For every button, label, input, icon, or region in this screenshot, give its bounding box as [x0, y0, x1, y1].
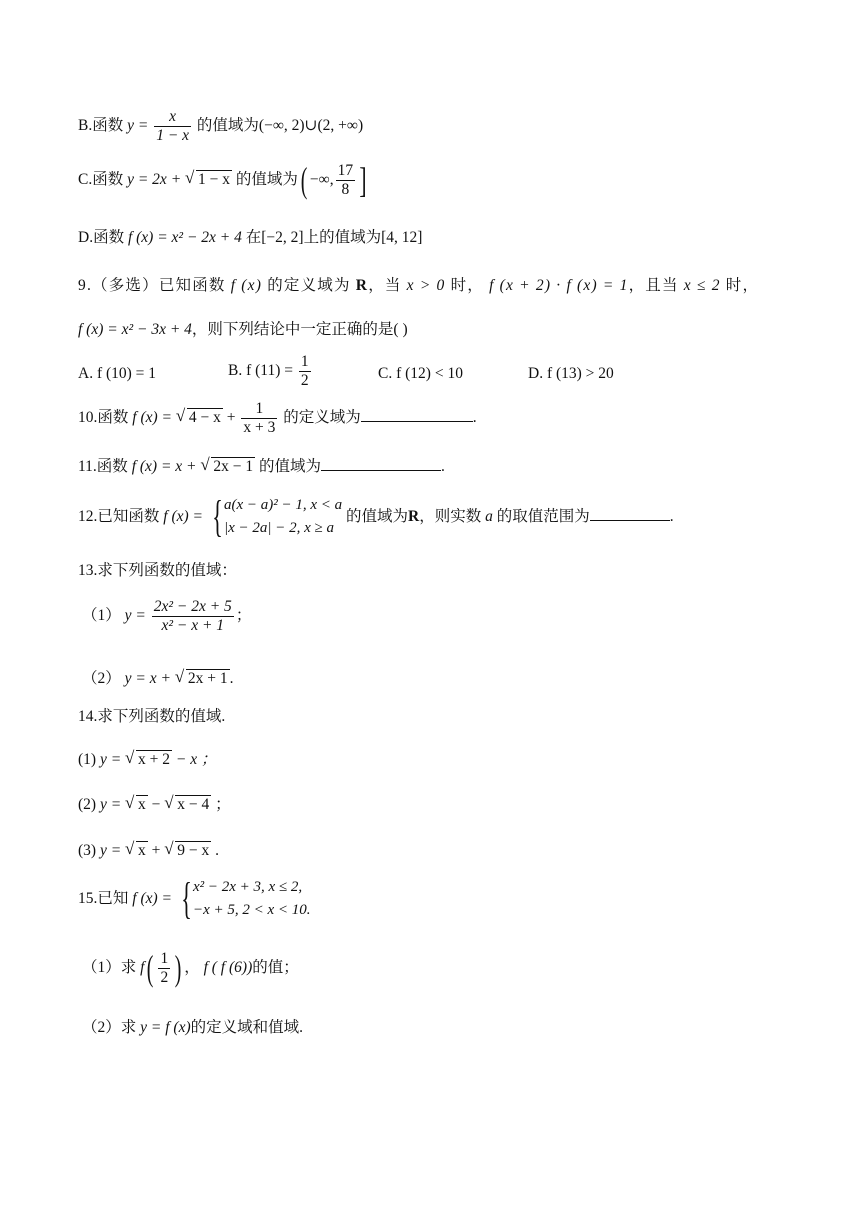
question-14-title [78, 708, 225, 727]
radicand: x [138, 796, 146, 813]
denominator: 2 [300, 371, 309, 389]
piecewise-cases [193, 876, 311, 923]
text: 的定义域为 [267, 277, 351, 294]
answer-blank [590, 506, 670, 521]
sqrt [126, 841, 148, 861]
equation: f (x + 2) · f (x) = 1 [489, 277, 629, 294]
sqrt [201, 457, 255, 477]
case-1: a(x − a)² − 1, x < a [223, 497, 343, 513]
q9-option-d [528, 365, 614, 383]
q9-option-b [228, 353, 313, 390]
sqrt [165, 795, 211, 815]
text: 时， [450, 277, 484, 294]
part-label: （2） [82, 670, 121, 687]
radicand: x [138, 842, 146, 859]
period: . [441, 458, 445, 475]
denominator: 2 [160, 968, 169, 986]
question-13-title [78, 562, 237, 581]
option-text: B. f (11) = [228, 361, 293, 379]
question-10 [78, 400, 477, 437]
text: ，则实数 [419, 507, 482, 525]
operator: + [226, 408, 236, 426]
text: 的值； [252, 958, 299, 976]
function-expr: f (x) = x² − 3x + 4 [78, 321, 192, 338]
function-expr: f (x) = x + [131, 458, 197, 475]
question-9-line-1 [78, 277, 759, 296]
function-expr: f (x) = [132, 889, 172, 907]
text: 的取值范围为 [496, 507, 590, 525]
text: 的值域为 [235, 170, 298, 188]
sqrt [176, 669, 230, 689]
question-9-line-2 [78, 321, 408, 340]
question-title: 13.求下列函数的值域： [78, 562, 237, 579]
denominator: 8 [341, 180, 350, 198]
case-1: x² − 2x + 3, x ≤ 2, [192, 879, 303, 895]
question-11 [78, 456, 445, 477]
sqrt [126, 795, 148, 815]
function-expr: f (x) = [163, 507, 203, 525]
punctuation: . [215, 842, 220, 859]
function-expr: y = f (x) [140, 1019, 191, 1036]
text: 的定义域和值域. [190, 1019, 304, 1036]
operator: − [151, 796, 161, 813]
case-2: −x + 5, 2 < x < 10. [192, 902, 311, 919]
function-expr: y = [99, 842, 122, 859]
punctuation: ； [215, 796, 231, 813]
text: 上的值域为 [303, 229, 382, 246]
fraction [241, 400, 277, 437]
sqrt [177, 408, 223, 428]
denominator: 1 − x [156, 126, 190, 144]
numerator: 1 [300, 353, 309, 370]
function-expr: y = [124, 606, 146, 624]
radicand: x + 2 [138, 751, 171, 768]
real-set: R [408, 507, 420, 525]
radicand: 4 − x [188, 408, 221, 426]
period: . [669, 507, 674, 525]
radicand: 2x − 1 [213, 458, 254, 475]
function-name: f [140, 958, 145, 976]
text: 在 [245, 229, 262, 246]
option-label: B.函数 [78, 116, 124, 134]
question-12: 12.已知函数 f (x) = { a(x − a)² − 1, x < a |x − 2a| − 2, x ≥ a 的值域为R，则实数 a 的取值范围为 . [78, 492, 674, 542]
fraction [299, 353, 311, 390]
fraction [154, 108, 191, 145]
range: (−∞, 2)∪(2, +∞) [258, 116, 364, 134]
option-text: D. f (13) > 20 [528, 365, 614, 382]
text: 的值域为 [196, 116, 259, 134]
function-expr: f (x) = [132, 408, 172, 426]
condition: x ≤ 2 [683, 277, 721, 294]
option-text: A. f (10) = 1 [78, 365, 157, 382]
text: 的定义域为 [283, 408, 361, 426]
fraction [158, 950, 170, 987]
fraction [336, 162, 356, 199]
question-14-part-1 [78, 750, 217, 770]
period: . [472, 408, 477, 426]
question-title: 14.求下列函数的值域. [78, 708, 226, 725]
option-label: C.函数 [78, 170, 124, 188]
function-expr: y = [99, 751, 122, 768]
punctuation: ； [235, 606, 252, 624]
question-number: 10.函数 [78, 408, 129, 426]
function-expr: f ( f (6)) [203, 958, 253, 976]
question-14-part-2 [78, 795, 231, 815]
option-b [78, 108, 363, 145]
text: 的值域为 [259, 458, 322, 475]
question-15-part-2 [82, 1019, 303, 1038]
interval: [−2, 2] [261, 229, 304, 246]
numerator: 1 [160, 950, 169, 967]
function-expr: f (x) [230, 277, 263, 294]
real-set: R [355, 277, 369, 294]
option-d [78, 229, 422, 248]
radicand: 9 − x [177, 842, 210, 859]
range: [4, 12] [381, 229, 423, 246]
function-expr: y = [127, 116, 149, 134]
function-expr: f (x) = x² − 2x + 4 [127, 229, 242, 246]
text: ，当 [368, 277, 402, 294]
question-13-part-2 [82, 669, 233, 689]
expr-tail: − x ； [175, 751, 217, 768]
function-expr: y = x + [124, 670, 171, 687]
question-number: 11.函数 [78, 458, 128, 475]
question-13-part-1 [82, 598, 251, 635]
punctuation: . [229, 670, 234, 687]
question-15-part-1: （1）求 f( $\frac{1}{2}$ ) ， f ( f (6))的值； [82, 948, 299, 989]
condition: x > 0 [406, 277, 446, 294]
q9-option-a [78, 365, 156, 383]
answer-blank [321, 456, 441, 471]
sqrt [165, 841, 211, 861]
question-number: 15.已知 [78, 889, 129, 907]
question-number: 9.（多选）已知函数 [78, 277, 226, 294]
punctuation: ， [184, 958, 200, 976]
text: ，则下列结论中一定正确的是( ) [191, 321, 408, 338]
variable: a [485, 507, 493, 525]
denominator: x² − x + 1 [161, 616, 225, 634]
text: ，且当 [628, 277, 679, 294]
part-label: （1） [82, 606, 121, 624]
radicand: 2x + 1 [187, 670, 228, 687]
range-left: −∞, [309, 170, 334, 188]
answer-blank [361, 407, 473, 422]
part-label: （2）求 [82, 1019, 137, 1036]
numerator: 1 [241, 400, 277, 419]
text: 时， [725, 277, 760, 294]
option-text: C. f (12) < 10 [378, 365, 463, 382]
sqrt [126, 750, 172, 770]
operator: + [151, 842, 161, 859]
fraction [152, 598, 234, 635]
numerator: 17 [337, 162, 354, 179]
numerator: 2x² − 2x + 5 [153, 598, 232, 615]
case-2: |x − 2a| − 2, x ≥ a [223, 520, 335, 537]
part-label: （1）求 [82, 958, 137, 976]
question-number: 12.已知函数 [78, 507, 160, 525]
function-expr: y = [99, 796, 122, 813]
question-14-part-3 [78, 841, 219, 861]
option-label: D.函数 [78, 229, 125, 246]
part-label: (1) [78, 751, 97, 768]
numerator: x [169, 108, 177, 125]
text: 的值域为 [346, 507, 409, 525]
question-15: 15.已知 f (x) = { x² − 2x + 3, x ≤ 2, −x + 5, 2 < x < 10. [78, 874, 311, 924]
part-label: (2) [78, 796, 97, 813]
denominator: x + 3 [243, 418, 276, 436]
option-c: C.函数 y = 2x + √ 1 − x 的值域为( −∞, $\frac{17}{8}$ ] [78, 162, 369, 199]
sqrt [186, 170, 232, 190]
radicand: 1 − x [198, 170, 231, 188]
piecewise-cases [224, 494, 342, 541]
part-label: (3) [78, 842, 97, 859]
radicand: x − 4 [177, 796, 210, 813]
q9-option-c [378, 365, 463, 383]
function-expr: y = 2x + [127, 170, 186, 188]
